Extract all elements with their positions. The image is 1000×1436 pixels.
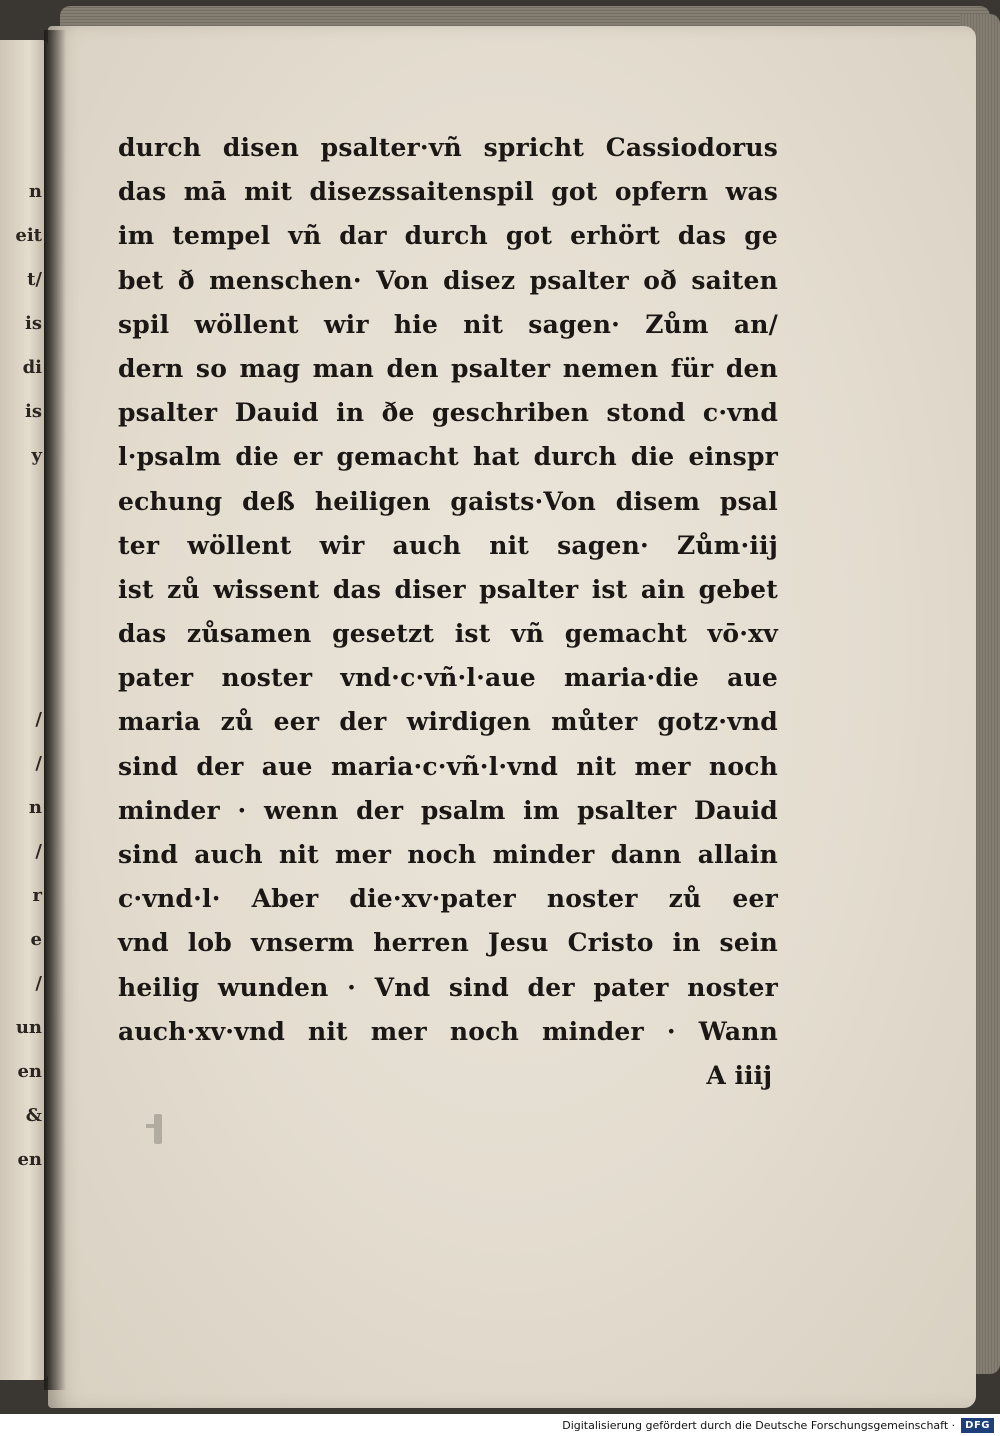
text-line: l·psalm die er gemacht hat durch die einspr [118,442,778,472]
previous-page-fragment: en [17,1061,42,1082]
previous-page-fragment: / [35,753,42,774]
previous-page-fragment: n [28,181,42,202]
text-line: das mā mit disezssaitenspil got opfern was [118,177,778,207]
previous-page-fragment: is [25,401,42,422]
previous-page-fragment: is [25,313,42,334]
text-line: sind auch nit mer noch minder dann allain [118,840,778,869]
previous-page-fragment: di [22,357,42,378]
text-line: ist zů wissent das diser psalter ist ain gebet [118,574,778,604]
previous-page-fragment: n [28,797,42,818]
previous-page-fragment: un [15,1017,42,1038]
text-line: pater noster vnd·c·vñ·l·aue maria·die aue [118,663,778,693]
text-line: das zůsamen gesetzt ist vñ gemacht vō·xv [118,619,778,649]
previous-page-fragment [2,522,46,566]
text-line: sind der aue maria·c·vñ·l·vnd nit mer noch [118,751,778,781]
text-line: dern so mag man den psalter nemen für den [118,353,778,383]
footer-credit-bar [0,1414,1000,1436]
previous-page-fragment: e [30,929,42,950]
page-text [118,126,778,1098]
previous-page-fragment: r [32,885,42,906]
previous-page-fragment: eit [15,225,42,246]
previous-page-fragment: en [17,1149,42,1170]
previous-page-fragment: / [35,841,42,862]
text-line: vnd lob vnserm herren Jesu Cristo in sein [118,928,778,958]
previous-page-fragment: / [35,709,42,730]
ink-mark [154,1114,162,1144]
previous-page-fragment: & [25,1105,42,1126]
previous-page-fragment: y [31,445,42,466]
text-line: ter wöllent wir auch nit sagen· Zům·iij [118,530,778,560]
text-line: psalter Dauid in ðe geschriben stond c·vnd [118,398,778,428]
text-line: spil wöllent wir hie nit sagen· Zům an/ [118,309,778,339]
text-line: maria zů eer der wirdigen můter gotz·vnd [118,707,778,737]
text-line: echung deß heiligen gaists·Von disem psal [118,486,778,516]
previous-page-fragment [2,478,46,522]
previous-page-fragments [2,170,46,1182]
text-line: c·vnd·l· Aber die·xv·pater noster zů eer [118,884,778,914]
text-line: bet ð menschen· Von disez psalter oð saiten [118,265,778,295]
previous-page-fragment: t/ [27,269,42,290]
text-line: im tempel vñ dar durch got erhört das ge [118,221,778,251]
dfg-logo: DFG [961,1418,994,1433]
previous-page-fragment [2,654,46,698]
text-line: durch disen psalter·vñ spricht Cassiodorus [118,133,778,162]
previous-page-strip [0,40,48,1380]
previous-page-fragment [2,566,46,610]
text-line: minder · wenn der psalm im psalter Dauid [118,795,778,825]
previous-page-fragment [2,610,46,654]
book-page [48,26,976,1408]
text-line: auch·xv·vnd nit mer noch minder · Wann [118,1016,778,1046]
footer-credit: Digitalisierung gefördert durch die Deutsche Forschungsgemeinschaft · [562,1418,956,1432]
previous-page-fragment: / [35,973,42,994]
signature-mark: A iiij [706,1060,772,1090]
gutter-shadow [44,30,66,1390]
text-line: heilig wunden · Vnd sind der pater noster [118,972,778,1002]
